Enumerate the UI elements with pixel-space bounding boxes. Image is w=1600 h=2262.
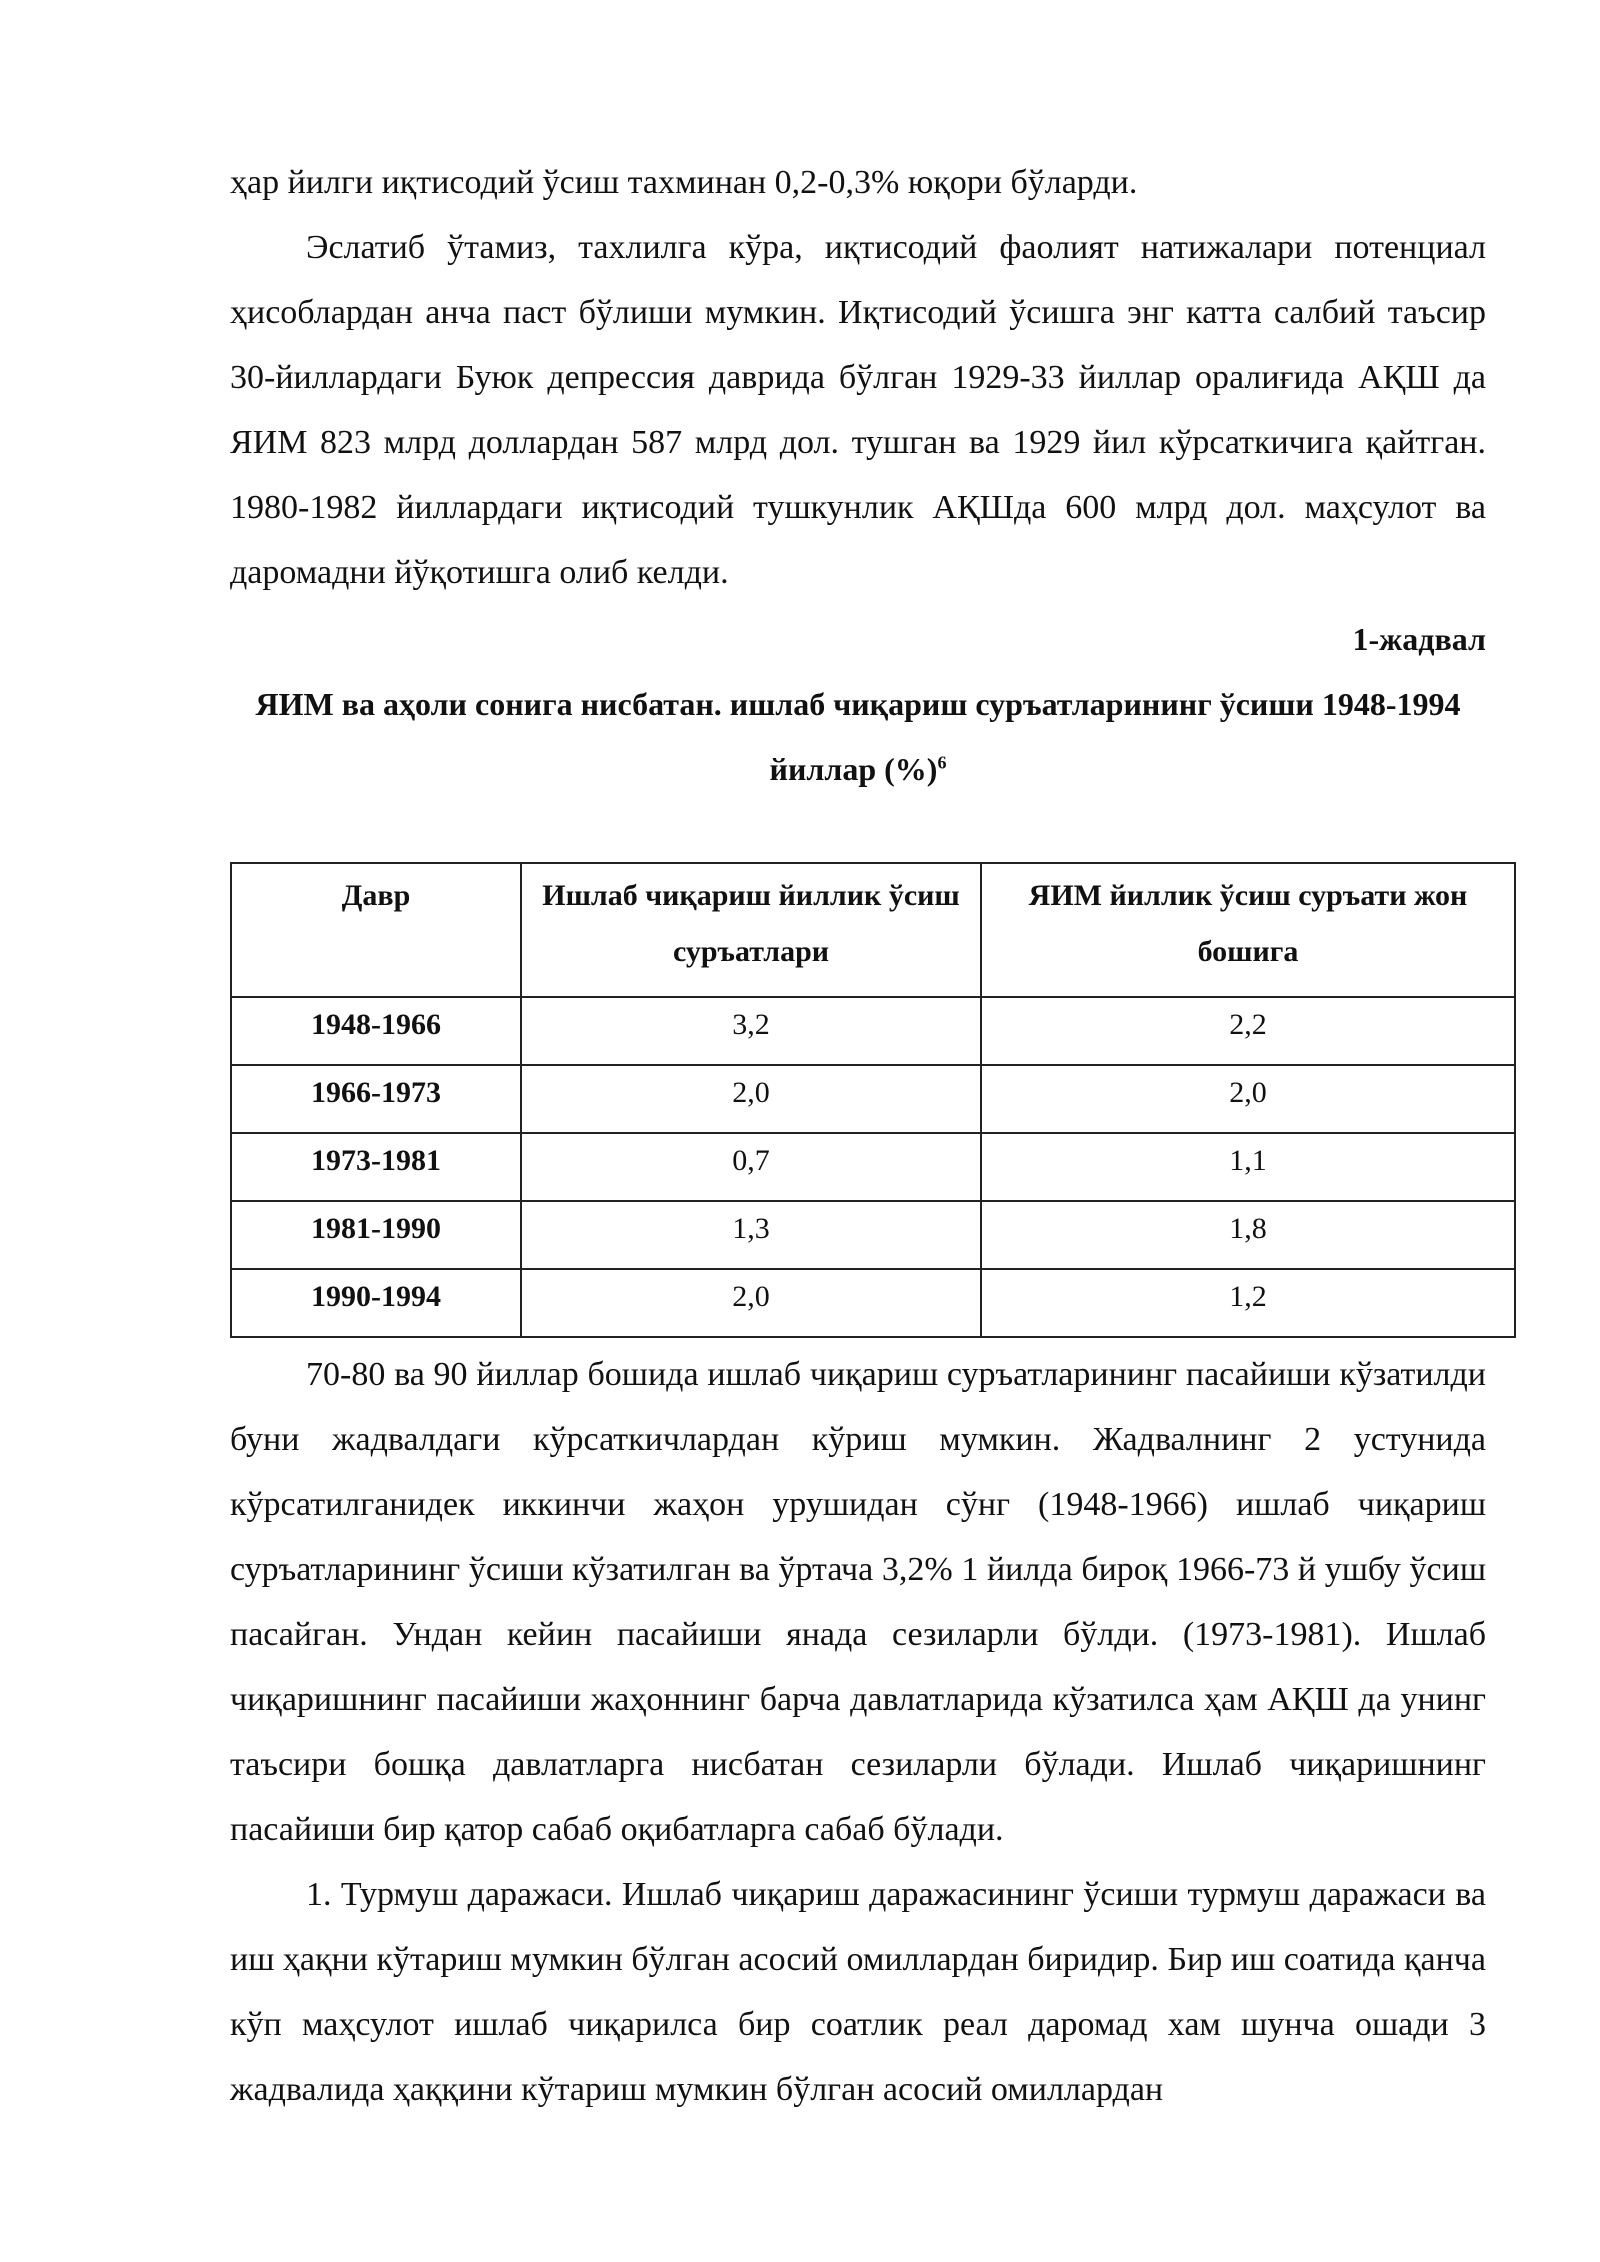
cell-period: 1990-1994 xyxy=(231,1269,521,1337)
cell-gdp-growth: 1,2 xyxy=(981,1269,1515,1337)
body-paragraph: 70-80 ва 90 йиллар бошида ишлаб чиқариш суръатларининг пасайиши кўзатилди буни жадвалдаги кўрсаткичлардан кўриш мумкин. Жадвалнинг 2 устунида кўрсатилганидек иккинчи жаҳон урушидан сўнг (1948-1966) ишлаб чиқариш суръатларининг ўсиши кўзатилган ва ўртача 3,2% 1 йилда бироқ 1966-73 й ушбу ўсиш пасайган. Ундан кейин пасайиши янада сезиларли бўлди. (1973-1981). Ишлаб чиқаришнинг пасайиши жаҳоннинг барча давлатларида кўзатилса ҳам АҚШ да унинг таъсири бошқа давлатларга нисбатан сезиларли бўлади. Ишлаб чиқаришнинг пасайиши бир қатор сабаб оқибатларга сабаб бўлади. xyxy=(230,1356,1486,1848)
table-title xyxy=(230,672,1486,802)
table-number: 1-жадвал xyxy=(1352,621,1486,657)
table-row xyxy=(231,1065,1515,1133)
body-paragraph: ҳар йилги иқтисодий ўсиш тахминан 0,2-0,3% юқори бўларди. xyxy=(230,164,1138,201)
cell-gdp-growth: 2,2 xyxy=(981,997,1515,1065)
cell-period: 1981-1990 xyxy=(231,1201,521,1269)
cell-production-growth: 3,2 xyxy=(521,997,981,1065)
cell-period: 1948-1966 xyxy=(231,997,521,1065)
cell-production-growth: 0,7 xyxy=(521,1133,981,1201)
header-cell-production-growth: Ишлаб чиқариш йиллик ўсиш суръатлари xyxy=(521,863,981,997)
table-row xyxy=(231,1133,1515,1201)
cell-production-growth: 1,3 xyxy=(521,1201,981,1269)
table-row xyxy=(231,1269,1515,1337)
data-table xyxy=(230,862,1516,1338)
cell-gdp-growth: 1,1 xyxy=(981,1133,1515,1201)
header-cell-gdp-per-capita: ЯИМ йиллик ўсиш суръати жон бошига xyxy=(981,863,1515,997)
document-page xyxy=(230,150,1486,2122)
cell-period: 1973-1981 xyxy=(231,1133,521,1201)
cell-period: 1966-1973 xyxy=(231,1065,521,1133)
body-paragraph: 1. Турмуш даражаси. Ишлаб чиқариш даражасининг ўсиши турмуш даражаси ва иш ҳақни кўтариш мумкин бўлган асосий омиллардан биридир. Бир иш соатида қанча кўп маҳсулот ишлаб чиқарилса бир соатлик реал даромад хам шунча ошади 3 жадвалида ҳаққини кўтариш мумкин бўлган асосий омиллардан xyxy=(230,1876,1486,2108)
body-paragraph: Эслатиб ўтамиз, тахлилга кўра, иқтисодий фаолият натижалари потенциал ҳисоблардан анча паст бўлиши мумкин. Иқтисодий ўсишга энг катта салбий таъсир 30-йиллардаги Буюк депрессия даврида бўлган 1929-33 йиллар оралиғида АҚШ да ЯИМ 823 млрд доллардан 587 млрд дол. тушган ва 1929 йил кўрсаткичига қайтган. 1980-1982 йиллардаги иқтисодий тушкунлик АҚШда 600 млрд дол. маҳсулот ва даромадни йўқотишга олиб келди. xyxy=(230,229,1486,591)
table-title-text: ЯИМ ва аҳоли сонига нисбатан. ишлаб чиқариш суръатларининг ўсиши 1948-1994 йиллар (%) xyxy=(255,686,1461,787)
cell-gdp-growth: 2,0 xyxy=(981,1065,1515,1133)
cell-production-growth: 2,0 xyxy=(521,1065,981,1133)
header-cell-period: Давр xyxy=(231,863,521,997)
table-row xyxy=(231,1201,1515,1269)
table-row xyxy=(231,997,1515,1065)
cell-gdp-growth: 1,8 xyxy=(981,1201,1515,1269)
table-header-row xyxy=(231,863,1515,997)
footnote-mark: 6 xyxy=(937,752,947,773)
cell-production-growth: 2,0 xyxy=(521,1269,981,1337)
